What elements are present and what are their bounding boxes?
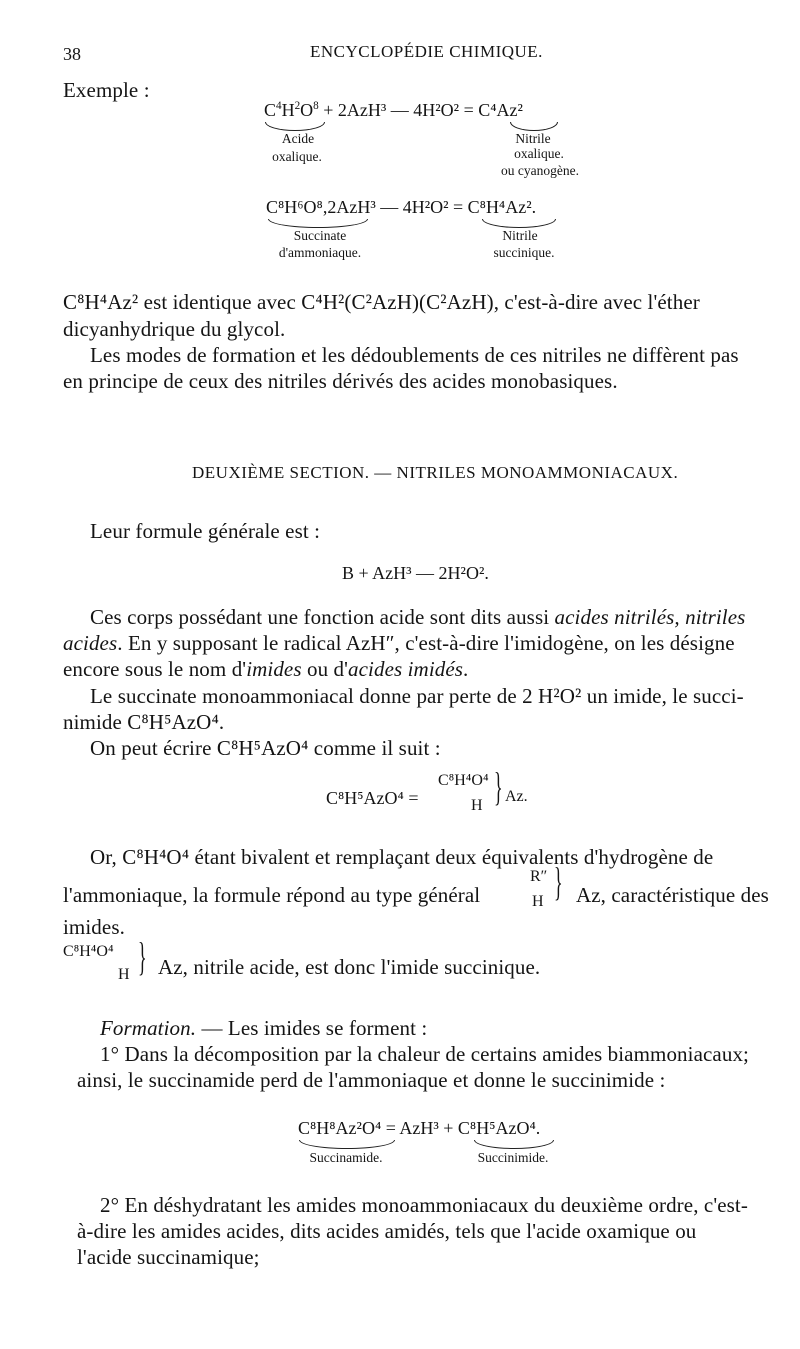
equation-succinic: C⁸H⁶O⁸,2AzH³ — 4H²O² = C⁸H⁴Az².: [266, 197, 537, 217]
para6-line3: imides.: [63, 915, 125, 939]
para4-line2: nimide C⁸H⁵AzO⁴.: [63, 710, 225, 734]
right-brace: }: [494, 764, 503, 809]
formula-left: C⁸H⁵AzO⁴ =: [326, 788, 419, 808]
brace-succinamide: [299, 1140, 395, 1149]
formation-item2-line1: 2° En déshydratant les amides monoammoniacaux du deuxième ordre, c'est-: [100, 1193, 748, 1217]
para5-line1: On peut écrire C⁸H⁵AzO⁴ comme il suit :: [90, 736, 441, 760]
brace-succinate: [268, 219, 368, 228]
para6-line2-b: Az, caractéristique des: [576, 883, 769, 907]
para3-line2-b: . En y supposant le radical AzH″, c'est-à-dire l'imidogène, on les désigne: [117, 631, 735, 655]
section-heading: DEUXIÈME SECTION. — NITRILES MONOAMMONIACAUX.: [192, 463, 679, 482]
formula-right: Az.: [505, 788, 528, 805]
eq1-o-sup: 8: [313, 100, 319, 112]
label-succinique: succinique.: [493, 245, 555, 260]
label-cyanogene: ou cyanogène.: [501, 163, 579, 178]
right-brace-3: }: [138, 934, 147, 979]
formation-title-rest: — Les imides se forment :: [196, 1016, 428, 1040]
para2-line2: en principe de ceux des nitriles dérivés des acides monobasiques.: [63, 369, 618, 393]
para3-line3-d: acides imidés: [348, 657, 464, 681]
label-succinate: Succinate: [293, 228, 347, 243]
para1-line2: dicyanhydrique du glycol.: [63, 317, 286, 341]
formula-bottom: H: [471, 797, 483, 814]
brace-nitrile-succinique: [482, 219, 556, 228]
running-title: ENCYCLOPÉDIE CHIMIQUE.: [310, 42, 543, 61]
eq1-h-sup: 2: [294, 100, 301, 112]
eq1-c: C: [264, 100, 277, 120]
formula-top: C⁸H⁴O⁴: [438, 772, 489, 789]
para6-line1: Or, C⁸H⁴O⁴ étant bivalent et remplaçant deux équivalents d'hydrogène de: [90, 845, 714, 869]
formation-equation: C⁸H⁸Az²O⁴ = AzH³ + C⁸H⁵AzO⁴.: [298, 1118, 541, 1138]
eq1-rest: + 2AzH³ — 4H²O² = C⁴Az²: [323, 100, 523, 120]
general-formula-intro: Leur formule générale est :: [90, 519, 321, 543]
para3-line2-a: acides: [63, 631, 118, 655]
para3-line1-a: Ces corps possédant une fonction acide sont dits aussi: [90, 605, 555, 629]
para6-line2-a: l'ammoniaque, la formule répond au type général: [63, 883, 481, 907]
para3-line3-a: encore sous le nom d': [63, 657, 247, 681]
label-ammoniaque: d'ammoniaque.: [278, 245, 362, 260]
eq1-o: O: [300, 100, 314, 120]
formation-item1-line1: 1° Dans la décomposition par la chaleur de certains amides biammoniacaux;: [100, 1042, 749, 1066]
example-label: Exemple :: [63, 78, 150, 102]
para3-line2: [63, 631, 735, 656]
brace-acide-oxalique: [265, 122, 325, 131]
formation-heading: [100, 1016, 427, 1041]
eq1-h: H: [281, 100, 295, 120]
para3-line3: [63, 657, 468, 682]
para6-line2-top: R″: [530, 868, 548, 885]
label-succinimide: Succinimide.: [477, 1150, 549, 1165]
para1-line1: C⁸H⁴Az² est identique avec C⁴H²(C²AzH)(C²AzH), c'est-à-dire avec l'éther: [63, 290, 700, 314]
para6-line4-b: Az, nitrile acide, est donc l'imide succinique.: [158, 955, 541, 979]
para6-line2-bottom: H: [532, 893, 544, 910]
label-acide: Acide: [281, 131, 315, 146]
formation-title: Formation.: [100, 1016, 197, 1040]
para4-line1: Le succinate monoammoniacal donne par perte de 2 H²O² un imide, le succi-: [90, 684, 744, 708]
label-nitrile-2: Nitrile: [502, 228, 538, 243]
right-brace-2: }: [554, 859, 563, 904]
formation-item2-line2: à-dire les amides acides, dits acides amidés, tels que l'acide oxamique ou: [77, 1219, 697, 1243]
equation-oxalic: [264, 100, 523, 121]
para2-line1: Les modes de formation et les dédoublements de ces nitriles ne diffèrent pas: [90, 343, 739, 367]
para3-line1-b: acides nitrilés, nitriles: [554, 605, 746, 629]
para6-line4-top: C⁸H⁴O⁴: [63, 943, 114, 960]
page-number: 38: [63, 44, 81, 64]
formation-item1-line2: ainsi, le succinamide perd de l'ammoniaque et donne le succinimide :: [77, 1068, 666, 1092]
brace-nitrile-oxalique: [510, 122, 558, 131]
label-oxalique-right: oxalique.: [514, 146, 564, 161]
label-oxalique-left: oxalique.: [272, 149, 322, 164]
para3-line3-e: .: [463, 657, 469, 681]
para3-line3-c: ou d': [301, 657, 349, 681]
label-nitrile-1: Nitrile: [515, 131, 551, 146]
label-succinamide: Succinamide.: [309, 1150, 383, 1165]
eq1-c-sup: 4: [276, 100, 282, 112]
para6-line4-bottom: H: [118, 966, 130, 983]
para3-line1: [90, 605, 745, 630]
para3-line3-b: imides: [246, 657, 302, 681]
brace-succinimide: [474, 1140, 554, 1149]
general-formula: B + AzH³ — 2H²O².: [342, 563, 489, 583]
formation-item2-line3: l'acide succinamique;: [77, 1245, 260, 1269]
